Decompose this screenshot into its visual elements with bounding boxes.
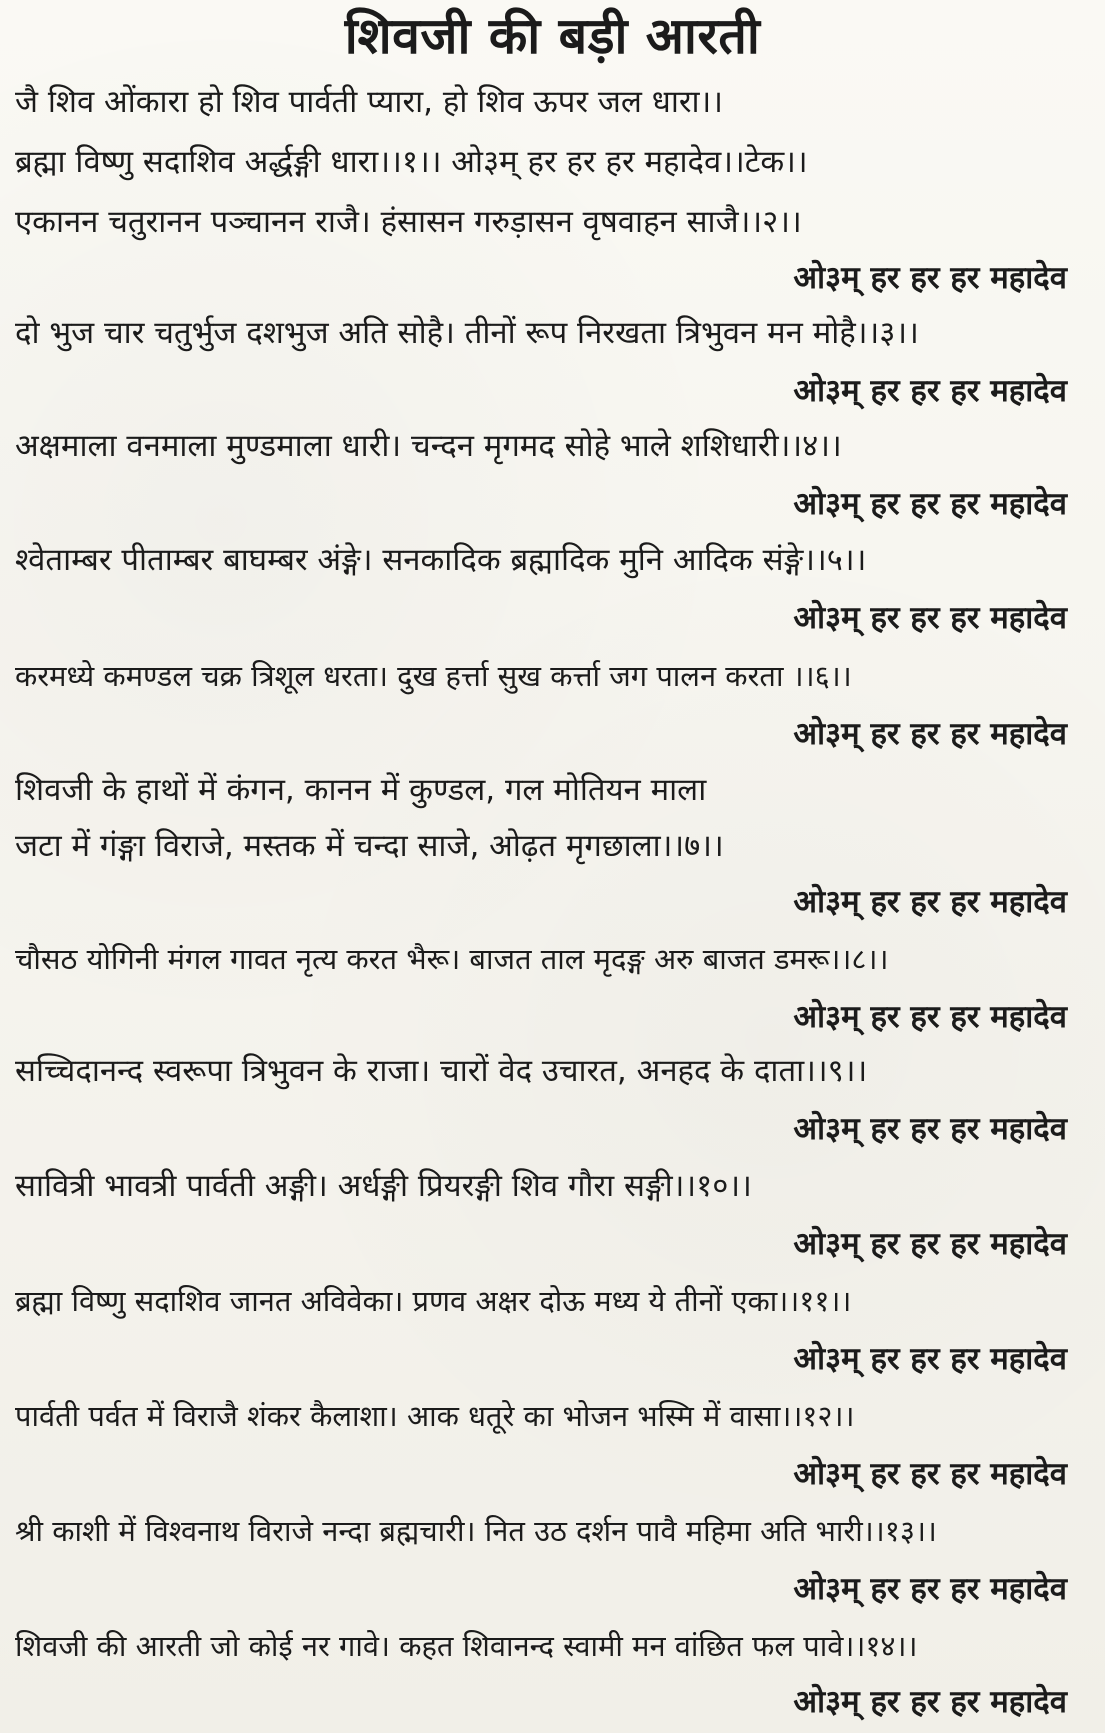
refrain-line: ओ३म् हर हर हर महादेव bbox=[793, 1341, 1067, 1377]
verse-line: सावित्री भावत्री पार्वती अङ्गी। अर्धङ्गी प्रियरङ्गी शिव गौरा सङ्गी।।१०।। bbox=[15, 1168, 752, 1204]
refrain-line: ओ३म् हर हर हर महादेव bbox=[793, 1456, 1067, 1492]
refrain-line: ओ३म् हर हर हर महादेव bbox=[793, 486, 1067, 522]
refrain-line: ओ३म् हर हर हर महादेव bbox=[793, 1111, 1067, 1147]
refrain-line: ओ३म् हर हर हर महादेव bbox=[793, 1684, 1067, 1720]
verse-line: जटा में गंङ्गा विराजे, मस्तक में चन्दा साजे, ओढ़त मृगछाला।।७।। bbox=[15, 828, 724, 864]
verse-line: चौसठ योगिनी मंगल गावत नृत्य करत भैरू। बाजत ताल मृदङ्ग अरु बाजत डमरू।।८।। bbox=[15, 942, 889, 976]
verse-line: शिवजी की आरती जो कोई नर गावे। कहत शिवानन्द स्वामी मन वांछित फल पावे।।१४।। bbox=[15, 1629, 918, 1663]
verse-line: करमध्ये कमण्डल चक्र त्रिशूल धरता। दुख हर्त्ता सुख कर्त्ता जग पालन करता ।।६।। bbox=[15, 659, 852, 693]
verse-line: श्री काशी में विश्वनाथ विराजे नन्दा ब्रह्मचारी। नित उठ दर्शन पावै महिमा अति भारी।।१३।। bbox=[15, 1514, 937, 1548]
refrain-line: ओ३म् हर हर हर महादेव bbox=[793, 999, 1067, 1035]
page-title: शिवजी की बड़ी आरती bbox=[344, 7, 761, 65]
refrain-line: ओ३म् हर हर हर महादेव bbox=[793, 884, 1067, 920]
verse-line: ब्रह्मा विष्णु सदाशिव अर्द्धङ्गी धारा।।१।। ओ३म् हर हर हर महादेव।।टेक।। bbox=[15, 144, 808, 180]
refrain-line: ओ३म् हर हर हर महादेव bbox=[793, 1226, 1067, 1262]
verse-line: अक्षमाला वनमाला मुण्डमाला धारी। चन्दन मृगमद सोहे भाले शशिधारी।।४।। bbox=[15, 428, 842, 464]
verse-line: दो भुज चार चतुर्भुज दशभुज अति सोहै। तीनों रूप निरखता त्रिभुवन मन मोहै।।३।। bbox=[15, 315, 919, 351]
verse-line: पार्वती पर्वत में विराजै शंकर कैलाशा। आक धतूरे का भोजन भस्मि में वासा।।१२।। bbox=[15, 1399, 855, 1433]
verse-line: ब्रह्मा विष्णु सदाशिव जानत अविवेका। प्रणव अक्षर दोऊ मध्य ये तीनों एका।।११।। bbox=[15, 1284, 852, 1318]
refrain-line: ओ३म् हर हर हर महादेव bbox=[793, 600, 1067, 636]
refrain-line: ओ३म् हर हर हर महादेव bbox=[793, 373, 1067, 409]
verse-line: एकानन चतुरानन पञ्चानन राजै। हंसासन गरुड़ासन वृषवाहन साजै।।२।। bbox=[15, 204, 802, 240]
verse-line: सच्चिदानन्द स्वरूपा त्रिभुवन के राजा। चारों वेद उचारत, अनहद के दाता।।९।। bbox=[15, 1053, 868, 1089]
refrain-line: ओ३म् हर हर हर महादेव bbox=[793, 260, 1067, 296]
verse-line: श्वेताम्बर पीताम्बर बाघम्बर अंङ्गे। सनकादिक ब्रह्मादिक मुनि आदिक संङ्गे।।५।। bbox=[15, 542, 867, 578]
refrain-line: ओ३म् हर हर हर महादेव bbox=[793, 1571, 1067, 1607]
refrain-line: ओ३म् हर हर हर महादेव bbox=[793, 716, 1067, 752]
verse-line: जै शिव ओंकारा हो शिव पार्वती प्यारा, हो शिव ऊपर जल धारा।। bbox=[15, 84, 724, 120]
verse-line: शिवजी के हाथों में कंगन, कानन में कुण्डल, गल मोतियन माला bbox=[15, 772, 707, 808]
